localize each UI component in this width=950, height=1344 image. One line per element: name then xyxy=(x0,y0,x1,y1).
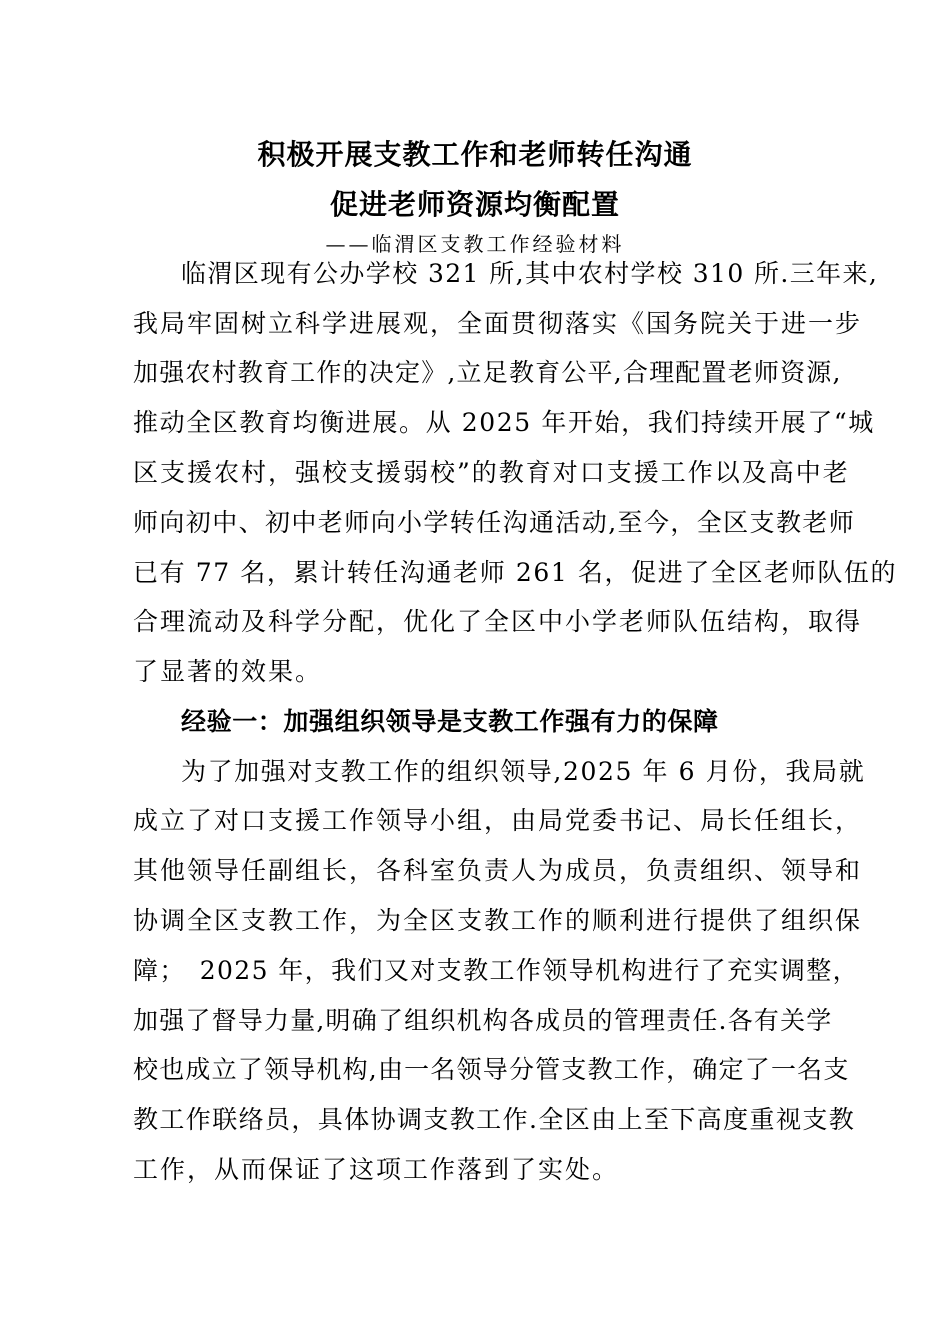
paragraph-2-line: 为了加强对支教工作的组织领导,2025 年 6 月份，我局就 xyxy=(181,757,866,786)
paragraph-1-line: 加强农村教育工作的决定》,立足教育公平,合理配置老师资源, xyxy=(133,358,842,387)
paragraph-2-line: 加强了督导力量,明确了组织机构各成员的管理责任.各有关学 xyxy=(133,1006,833,1035)
paragraph-1-line: 推动全区教育均衡进展。从 2025 年开始，我们持续开展了“城 xyxy=(133,408,875,437)
paragraph-1-line: 合理流动及科学分配，优化了全区中小学老师队伍结构，取得 xyxy=(133,607,863,636)
document-title-line-2: 促进老师资源均衡配置 xyxy=(329,188,620,221)
paragraph-2-line: 协调全区支教工作，为全区支教工作的顺利进行提供了组织保 xyxy=(133,906,863,935)
section-heading: 经验一：加强组织领导是支教工作强有力的保障 xyxy=(181,707,719,736)
paragraph-1-line: 了显著的效果。 xyxy=(133,657,323,686)
paragraph-2-line: 障； 2025 年，我们又对支教工作领导机构进行了充实调整， xyxy=(133,956,860,985)
document-title-line-1: 积极开展支教工作和老师转任沟通 xyxy=(257,138,693,171)
paragraph-1-line: 区支援农村，强校支援弱校”的教育对口支援工作以及高中老 xyxy=(133,458,850,487)
paragraph-2-line: 其他领导任副组长，各科室负责人为成员，负责组织、领导和 xyxy=(133,856,863,885)
paragraph-2-line: 教工作联络员，具体协调支教工作.全区由上至下高度重视支教 xyxy=(133,1105,856,1134)
paragraph-2-line: 工作，从而保证了这项工作落到了实处。 xyxy=(133,1155,620,1184)
paragraph-2-line: 校也成立了领导机构,由一名领导分管支教工作，确定了一名支 xyxy=(133,1055,850,1084)
paragraph-2-line: 成立了对口支援工作领导小组，由局党委书记、局长任组长， xyxy=(133,806,863,835)
paragraph-1-line: 已有 77 名，累计转任沟通老师 261 名，促进了全区老师队伍的 xyxy=(133,558,898,587)
paragraph-1-line: 临渭区现有公办学校 321 所,其中农村学校 310 所.三年来, xyxy=(181,259,879,288)
paragraph-1-line: 我局牢固树立科学进展观，全面贯彻落实《国务院关于进一步 xyxy=(133,309,863,338)
document-subtitle: ——临渭区支教工作经验材料 xyxy=(325,232,625,256)
paragraph-1-line: 师向初中、初中老师向小学转任沟通活动,至今，全区支教老师 xyxy=(133,508,856,537)
